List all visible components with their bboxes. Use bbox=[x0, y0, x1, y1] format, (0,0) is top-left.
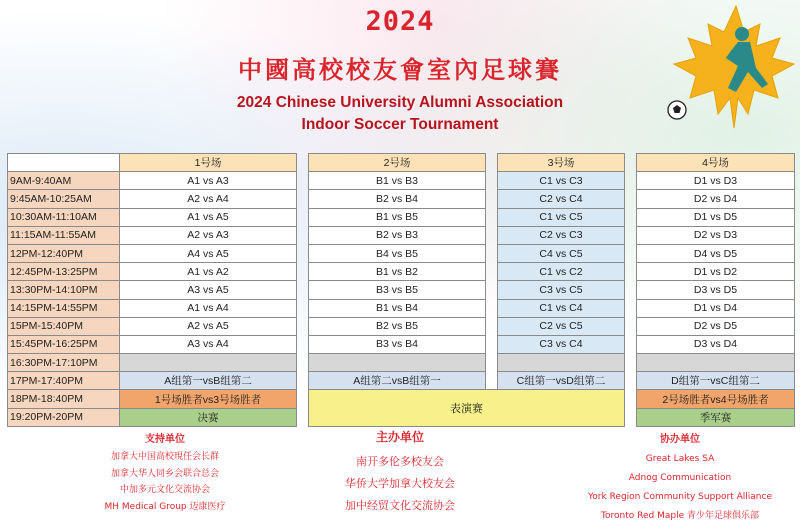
co-organizer: Adnog Communication bbox=[628, 473, 732, 483]
match-field-3: C3 vs C5 bbox=[498, 281, 625, 299]
time-header-cell bbox=[8, 154, 120, 172]
time-slot: 16:30PM-17:10PM bbox=[8, 354, 120, 372]
match-field-2: B1 vs B4 bbox=[309, 299, 486, 317]
match-field-1: A4 vs A5 bbox=[120, 244, 297, 262]
column-gap bbox=[486, 154, 498, 172]
match-field-2: B1 vs B5 bbox=[309, 208, 486, 226]
column-gap bbox=[486, 335, 498, 353]
title-chinese: 中國高校校友會室內足球賽 bbox=[238, 55, 562, 84]
column-gap bbox=[486, 244, 498, 262]
match-field-4: D组第一vsC组第二 bbox=[637, 372, 795, 390]
column-gap bbox=[297, 263, 309, 281]
time-slot: 13:30PM-14:10PM bbox=[8, 281, 120, 299]
column-gap bbox=[625, 408, 637, 426]
column-gap bbox=[625, 372, 637, 390]
match-field-4: D1 vs D4 bbox=[637, 299, 795, 317]
column-gap bbox=[297, 335, 309, 353]
schedule-row bbox=[8, 190, 795, 208]
column-gap bbox=[297, 408, 309, 426]
match-field-3: C2 vs C3 bbox=[498, 226, 625, 244]
column-gap bbox=[486, 372, 498, 390]
match-field-1: A1 vs A2 bbox=[120, 263, 297, 281]
column-gap bbox=[297, 372, 309, 390]
column-gap bbox=[625, 281, 637, 299]
column-gap bbox=[297, 244, 309, 262]
championship-final: 决赛 bbox=[120, 408, 297, 426]
column-gap bbox=[625, 244, 637, 262]
column-gap bbox=[625, 263, 637, 281]
field-header-row bbox=[8, 154, 795, 172]
column-gap bbox=[297, 208, 309, 226]
field-header-3: 3号场 bbox=[498, 154, 625, 172]
schedule-row bbox=[8, 372, 795, 390]
schedule-row bbox=[8, 281, 795, 299]
match-field-1: A1 vs A4 bbox=[120, 299, 297, 317]
column-gap bbox=[625, 354, 637, 372]
finals-row-1 bbox=[8, 390, 795, 408]
match-field-2 bbox=[309, 354, 486, 372]
supporting-heading: 支持单位 bbox=[145, 434, 185, 445]
column-gap bbox=[625, 335, 637, 353]
match-field-3: C1 vs C2 bbox=[498, 263, 625, 281]
host-organizations bbox=[330, 428, 470, 517]
match-field-1: A3 vs A5 bbox=[120, 281, 297, 299]
schedule-table bbox=[7, 153, 795, 427]
supporting-org: 中加多元文化交流协会 bbox=[119, 485, 210, 495]
supporting-org: 加拿大中国高校現任会长群 bbox=[110, 452, 219, 462]
schedule-row bbox=[8, 335, 795, 353]
column-gap bbox=[486, 263, 498, 281]
column-gap bbox=[297, 354, 309, 372]
match-field-4: D3 vs D4 bbox=[637, 335, 795, 353]
time-slot: 19:20PM-20PM bbox=[8, 408, 120, 426]
match-field-4: D1 vs D2 bbox=[637, 263, 795, 281]
match-field-1 bbox=[120, 354, 297, 372]
supporting-organizations bbox=[85, 430, 245, 515]
match-field-2: A组第二vsB组第一 bbox=[309, 372, 486, 390]
time-slot: 15:45PM-16:25PM bbox=[8, 335, 120, 353]
match-field-3: C3 vs C4 bbox=[498, 335, 625, 353]
column-gap bbox=[625, 390, 637, 408]
host-org: 南开多伦多校友会 bbox=[356, 455, 444, 468]
time-slot: 11:15AM-11:55AM bbox=[8, 226, 120, 244]
column-gap bbox=[625, 172, 637, 190]
column-gap bbox=[486, 190, 498, 208]
match-field-4: D2 vs D5 bbox=[637, 317, 795, 335]
third-place-match: 季军赛 bbox=[637, 408, 795, 426]
title-english-line2: Indoor Soccer Tournament bbox=[301, 116, 499, 133]
exhibition-match: 表演赛 bbox=[309, 390, 625, 426]
time-slot: 9AM-9:40AM bbox=[8, 172, 120, 190]
schedule-row bbox=[8, 299, 795, 317]
schedule-row bbox=[8, 226, 795, 244]
match-field-2: B1 vs B2 bbox=[309, 263, 486, 281]
time-slot: 18PM-18:40PM bbox=[8, 390, 120, 408]
column-gap bbox=[625, 317, 637, 335]
match-field-3: C组第一vsD组第二 bbox=[498, 372, 625, 390]
match-field-2: B2 vs B5 bbox=[309, 317, 486, 335]
column-gap bbox=[486, 281, 498, 299]
match-field-3: C2 vs C4 bbox=[498, 190, 625, 208]
schedule-row bbox=[8, 317, 795, 335]
match-field-1: A3 vs A4 bbox=[120, 335, 297, 353]
column-gap bbox=[297, 390, 309, 408]
co-organizers bbox=[580, 430, 780, 526]
column-gap bbox=[625, 299, 637, 317]
final-match-field-4: 2号场胜者vs4号场胜者 bbox=[637, 390, 795, 408]
match-field-2: B1 vs B3 bbox=[309, 172, 486, 190]
final-match-field-1: 1号场胜者vs3号场胜者 bbox=[120, 390, 297, 408]
co-organizer: Great Lakes SA bbox=[645, 454, 715, 464]
schedule-row bbox=[8, 244, 795, 262]
column-gap bbox=[486, 299, 498, 317]
column-gap bbox=[297, 317, 309, 335]
host-org: 加中经贸文化交流协会 bbox=[345, 499, 455, 512]
time-slot: 10:30AM-11:10AM bbox=[8, 208, 120, 226]
match-field-3 bbox=[498, 354, 625, 372]
title-english-line1: 2024 Chinese University Alumni Association bbox=[236, 94, 564, 111]
column-gap bbox=[297, 281, 309, 299]
column-gap bbox=[625, 190, 637, 208]
schedule-row bbox=[8, 263, 795, 281]
supporting-org: 加拿大华人同乡会联合总会 bbox=[110, 468, 219, 479]
field-header-2: 2号场 bbox=[309, 154, 486, 172]
column-gap bbox=[486, 354, 498, 372]
match-field-1: A2 vs A5 bbox=[120, 317, 297, 335]
match-field-2: B2 vs B4 bbox=[309, 190, 486, 208]
match-field-1: A1 vs A5 bbox=[120, 208, 297, 226]
time-slot: 15PM-15:40PM bbox=[8, 317, 120, 335]
match-field-2: B3 vs B5 bbox=[309, 281, 486, 299]
schedule-row bbox=[8, 354, 795, 372]
co-organizer: Toronto Red Maple 青少年足球俱乐部 bbox=[601, 511, 759, 521]
column-gap bbox=[625, 154, 637, 172]
match-field-2: B4 vs B5 bbox=[309, 244, 486, 262]
match-field-4 bbox=[637, 354, 795, 372]
match-field-2: B3 vs B4 bbox=[309, 335, 486, 353]
column-gap bbox=[486, 226, 498, 244]
match-field-3: C1 vs C4 bbox=[498, 299, 625, 317]
match-field-3: C4 vs C5 bbox=[498, 244, 625, 262]
match-field-3: C1 vs C5 bbox=[498, 208, 625, 226]
schedule-row bbox=[8, 172, 795, 190]
host-org: 华侨大学加拿大校友会 bbox=[345, 477, 455, 490]
match-field-4: D3 vs D5 bbox=[637, 281, 795, 299]
match-field-1: A2 vs A3 bbox=[120, 226, 297, 244]
host-heading: 主办单位 bbox=[375, 430, 424, 444]
time-slot: 17PM-17:40PM bbox=[8, 372, 120, 390]
field-header-1: 1号场 bbox=[120, 154, 297, 172]
time-slot: 14:15PM-14:55PM bbox=[8, 299, 120, 317]
match-field-4: D2 vs D3 bbox=[637, 226, 795, 244]
match-field-4: D1 vs D3 bbox=[637, 172, 795, 190]
co-organizer: York Region Community Support Alliance bbox=[587, 492, 772, 502]
column-gap bbox=[297, 172, 309, 190]
match-field-3: C1 vs C3 bbox=[498, 172, 625, 190]
time-slot: 12:45PM-13:25PM bbox=[8, 263, 120, 281]
match-field-2: B2 vs B3 bbox=[309, 226, 486, 244]
column-gap bbox=[486, 208, 498, 226]
supporting-org: MH Medical Group 迈康医疗 bbox=[104, 501, 226, 512]
match-field-4: D1 vs D5 bbox=[637, 208, 795, 226]
match-field-3: C2 vs C5 bbox=[498, 317, 625, 335]
column-gap bbox=[486, 317, 498, 335]
event-year: 2024 bbox=[365, 6, 435, 37]
schedule-row bbox=[8, 208, 795, 226]
match-field-1: A组第一vsB组第二 bbox=[120, 372, 297, 390]
column-gap bbox=[486, 172, 498, 190]
column-gap bbox=[297, 299, 309, 317]
time-slot: 9:45AM-10:25AM bbox=[8, 190, 120, 208]
match-field-1: A2 vs A4 bbox=[120, 190, 297, 208]
column-gap bbox=[297, 190, 309, 208]
column-gap bbox=[297, 226, 309, 244]
column-gap bbox=[625, 208, 637, 226]
column-gap bbox=[297, 154, 309, 172]
match-field-4: D4 vs D5 bbox=[637, 244, 795, 262]
time-slot: 12PM-12:40PM bbox=[8, 244, 120, 262]
co-organizers-heading: 协办单位 bbox=[660, 434, 700, 445]
field-header-4: 4号场 bbox=[637, 154, 795, 172]
match-field-1: A1 vs A3 bbox=[120, 172, 297, 190]
match-field-4: D2 vs D4 bbox=[637, 190, 795, 208]
column-gap bbox=[625, 226, 637, 244]
